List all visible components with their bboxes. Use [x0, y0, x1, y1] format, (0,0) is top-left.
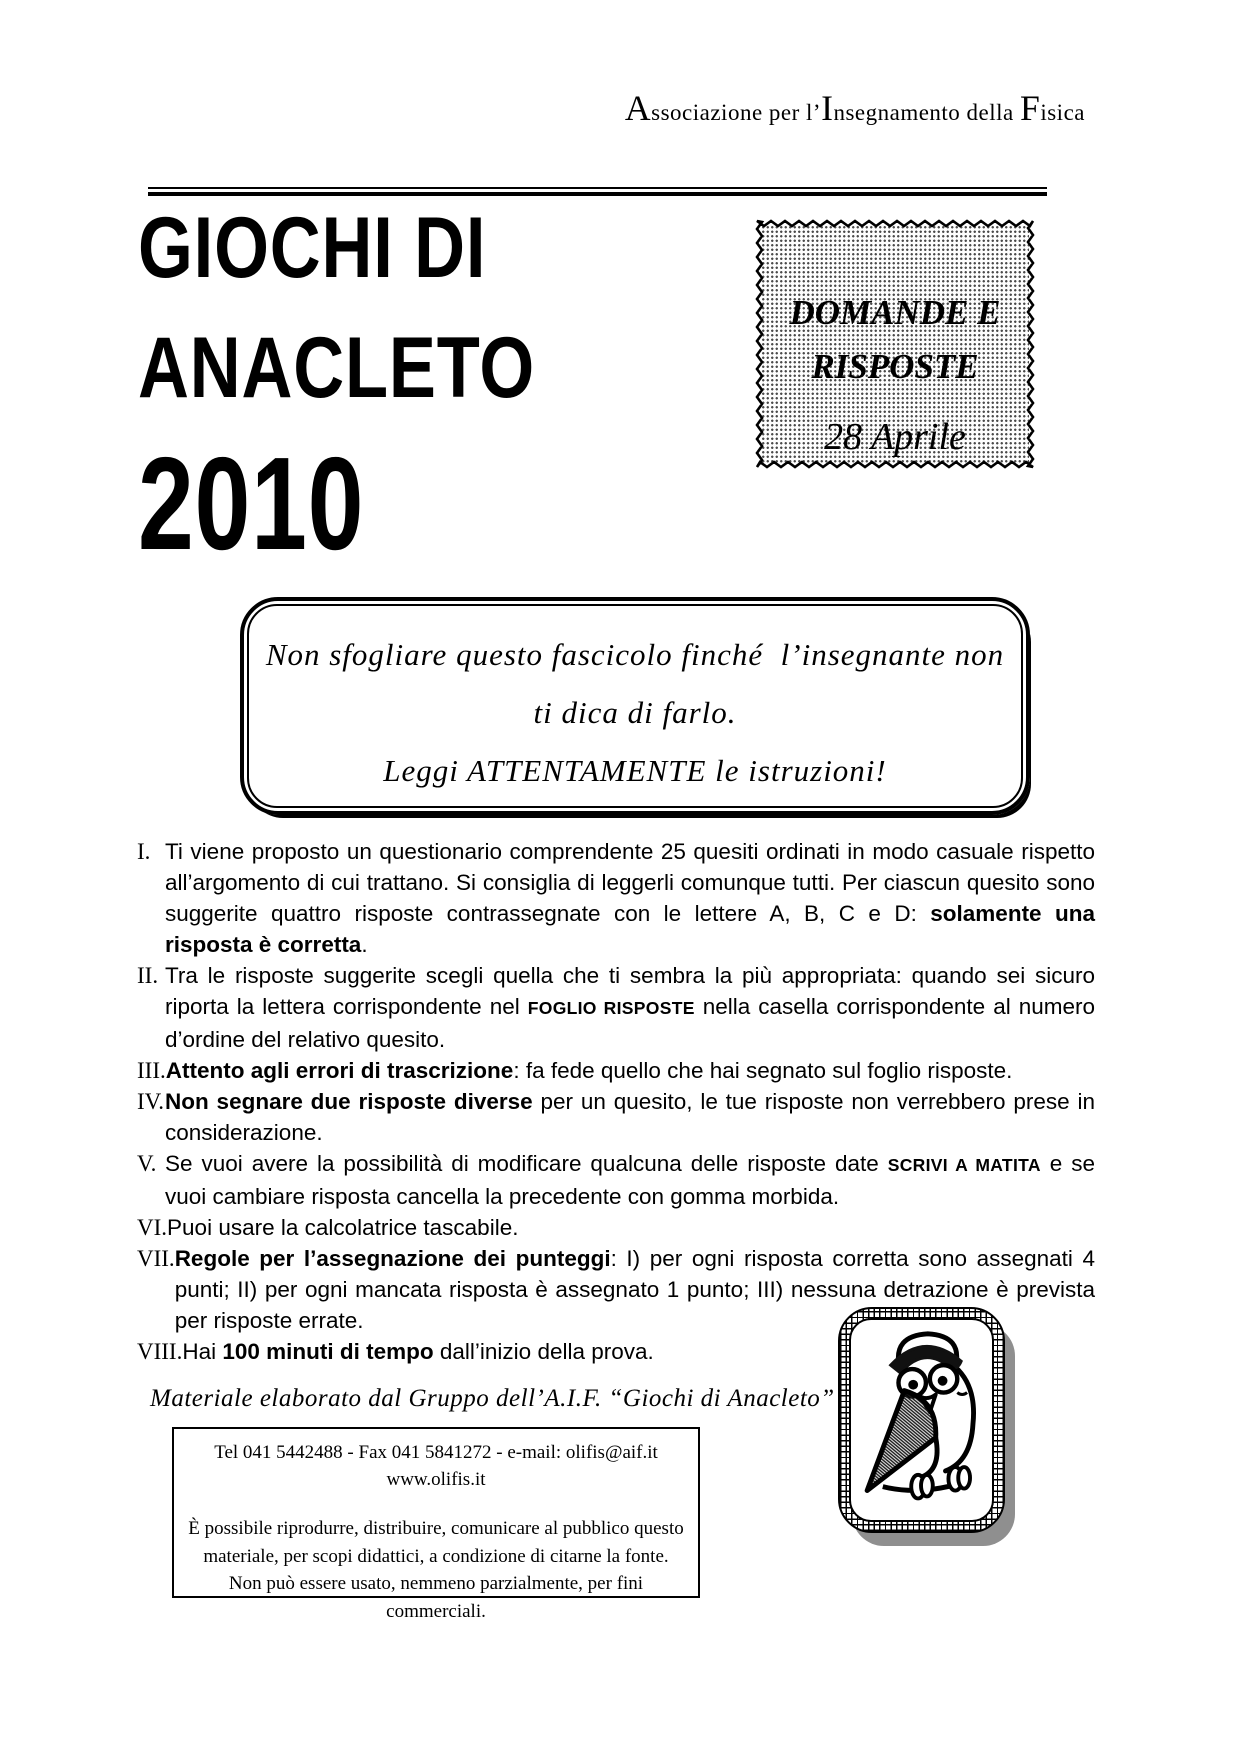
- instruction-text: Ti viene proposto un questionario comprendente 25 quesiti ordinati in modo casuale rispetto all’argomento di cui trattano. Si consiglia di leggerli comunque tutti. Per ciascun quesito sono suggerite quattro risposte contrassegnate con le lettere A, B, C e D: solamente una risposta è corretta.: [165, 839, 1096, 957]
- owl-icon: [852, 1322, 992, 1518]
- instruction-text: Attento agli errori di trascrizione: fa fede quello che hai segnato sul foglio risposte.: [165, 1058, 1013, 1083]
- instruction-text: Hai 100 minuti di tempo dall’inizio della prova.: [182, 1339, 654, 1364]
- contact-phone-fax-email: Tel 041 5442488 - Fax 041 5841272 - e-mail: olifis@aif.it: [214, 1442, 658, 1463]
- instructions-list: [137, 836, 1095, 1367]
- stamp-line-3: 28 Aprile: [824, 416, 966, 458]
- owl-illustration-frame: [838, 1307, 1005, 1533]
- instruction-item-4: [137, 1086, 1095, 1148]
- instruction-text: Se vuoi avere la possibilità di modificare qualcuna delle risposte date SCRIVI A MATITA e se vuoi cambiare risposta cancella la precedente con gomma morbida.: [165, 1151, 1095, 1209]
- owl-illustration: [849, 1318, 994, 1522]
- instruction-marker: II.: [137, 963, 159, 988]
- instruction-marker: VI.: [137, 1215, 168, 1240]
- instruction-item-6: [137, 1212, 1095, 1243]
- stamp-box: [754, 218, 1036, 470]
- instruction-text: Tra le risposte suggerite scegli quella che ti sembra la più appropriata: quando sei sicuro riporta la lettera corrispondente nel FOGLIO RISPOSTE nella casella corrispondente al numero d’ordine del relativo quesito.: [165, 963, 1096, 1052]
- title-line-3: 2010: [138, 430, 365, 577]
- instruction-marker: VII.: [137, 1246, 175, 1271]
- stamp-line-1: DOMANDE E: [789, 293, 1001, 332]
- notice-box: [240, 597, 1030, 815]
- notice-line-3: Leggi ATTENTAMENTE le istruzioni!: [383, 753, 887, 788]
- instruction-text: Regole per l’assegnazione dei punteggi: I) per ogni risposta corretta sono assegnati 4 punti; II) per ogni mancata risposta è assegnato 1 punto; III) nessuna detrazione è prevista per risposte errate.: [174, 1246, 1095, 1333]
- instruction-marker: VIII.: [137, 1339, 183, 1364]
- notice-line-1: Non sfogliare questo fascicolo finché l’insegnante non: [265, 637, 1005, 672]
- stamp-line-2: RISPOSTE: [811, 347, 979, 386]
- contact-website: www.olifis.it: [386, 1469, 486, 1490]
- instruction-text: Puoi usare la calcolatrice tascabile.: [167, 1215, 519, 1240]
- license-text: È possibile riprodurre, distribuire, comunicare al pubblico questo materiale, per scopi didattici, a condizione di citarne la fonte. Non può essere usato, nemmeno parzialmente, per fini commerciali.: [188, 1518, 684, 1622]
- instruction-item-5: [137, 1148, 1095, 1212]
- instruction-marker: I.: [137, 839, 151, 864]
- contact-box: [172, 1427, 700, 1622]
- instruction-marker: III.: [137, 1058, 166, 1083]
- stamp-text: [754, 218, 1036, 470]
- instruction-marker: V.: [137, 1151, 157, 1176]
- instruction-item-3: [137, 1055, 1095, 1086]
- instruction-marker: IV.: [137, 1089, 165, 1114]
- title-line-2: ANACLETO: [138, 320, 536, 416]
- header-rule: [148, 187, 1047, 196]
- title-line-1: GIOCHI DI: [138, 200, 487, 296]
- notice-line-2: ti dica di farlo.: [533, 695, 737, 730]
- instruction-item-1: [137, 836, 1095, 960]
- instruction-item-2: [137, 960, 1095, 1055]
- instruction-text: Non segnare due risposte diverse per un quesito, le tue risposte non verrebbero prese in considerazione.: [165, 1089, 1095, 1145]
- notice-box-inner-border: [247, 604, 1023, 808]
- organization-name: Associazione per l’Insegnamento della Fisica: [624, 88, 1085, 128]
- credit-line: Materiale elaborato dal Gruppo dell’A.I.F. “Giochi di Anacleto”: [150, 1385, 835, 1412]
